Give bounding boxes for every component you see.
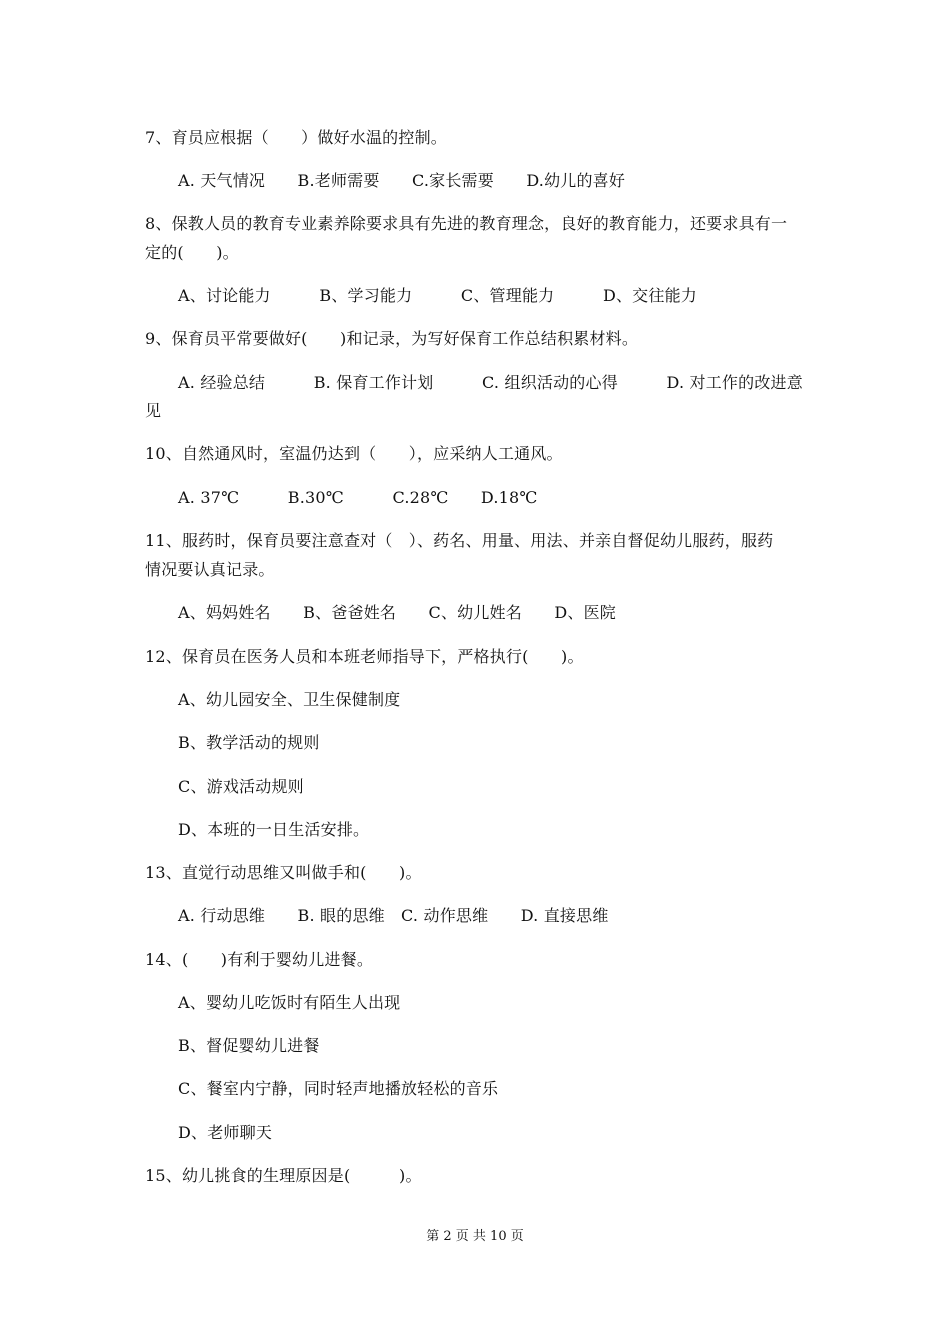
question-9-options-continued: 见 xyxy=(145,401,162,420)
question-8-options: A、讨论能力 B、学习能力 C、管理能力 D、交往能力 xyxy=(178,286,697,305)
question-11-continued: 情况要认真记录。 xyxy=(145,560,275,579)
question-14-option-c: C、餐室内宁静，同时轻声地播放轻松的音乐 xyxy=(178,1079,499,1098)
question-13: 13、直觉行动思维又叫做手和( )。 xyxy=(145,863,422,882)
question-14-option-a: A、婴幼儿吃饭时有陌生人出现 xyxy=(178,993,401,1012)
question-12-option-a: A、幼儿园安全、卫生保健制度 xyxy=(178,690,401,709)
question-8-continued: 定的( )。 xyxy=(145,243,239,262)
question-10: 10、自然通风时，室温仍达到（ ），应采纳人工通风。 xyxy=(145,444,563,463)
question-8: 8、保教人员的教育专业素养除要求具有先进的教育理念，良好的教育能力，还要求具有一 xyxy=(145,214,788,233)
question-11: 11、服药时，保育员要注意查对（ ）、药名、用量、用法、并亲自督促幼儿服药，服药 xyxy=(145,531,774,550)
question-14-option-d: D、老师聊天 xyxy=(178,1123,273,1142)
question-12-option-b: B、教学活动的规则 xyxy=(178,733,320,752)
question-11-options: A、妈妈姓名 B、爸爸姓名 C、幼儿姓名 D、医院 xyxy=(178,603,616,622)
question-12: 12、保育员在医务人员和本班老师指导下，严格执行( )。 xyxy=(145,647,584,666)
question-7-options: A. 天气情况 B.老师需要 C.家长需要 D.幼儿的喜好 xyxy=(178,171,626,190)
question-12-option-d: D、本班的一日生活安排。 xyxy=(178,820,370,839)
question-14: 14、( )有利于婴幼儿进餐。 xyxy=(145,950,374,969)
question-7: 7、育员应根据（ ）做好水温的控制。 xyxy=(145,128,447,147)
page-footer: 第 2 页 共 10 页 xyxy=(426,1229,524,1244)
question-9-options: A. 经验总结 B. 保育工作计划 C. 组织活动的心得 D. 对工作的改进意 xyxy=(178,373,803,392)
question-12-option-c: C、游戏活动规则 xyxy=(178,777,304,796)
question-13-options: A. 行动思维 B. 眼的思维 C. 动作思维 D. 直接思维 xyxy=(178,906,609,925)
question-15: 15、幼儿挑食的生理原因是( )。 xyxy=(145,1166,422,1185)
question-10-options: A. 37℃ B.30℃ C.28℃ D.18℃ xyxy=(178,488,538,507)
question-14-option-b: B、督促婴幼儿进餐 xyxy=(178,1036,320,1055)
question-9: 9、保育员平常要做好( )和记录，为写好保育工作总结积累材料。 xyxy=(145,329,639,348)
